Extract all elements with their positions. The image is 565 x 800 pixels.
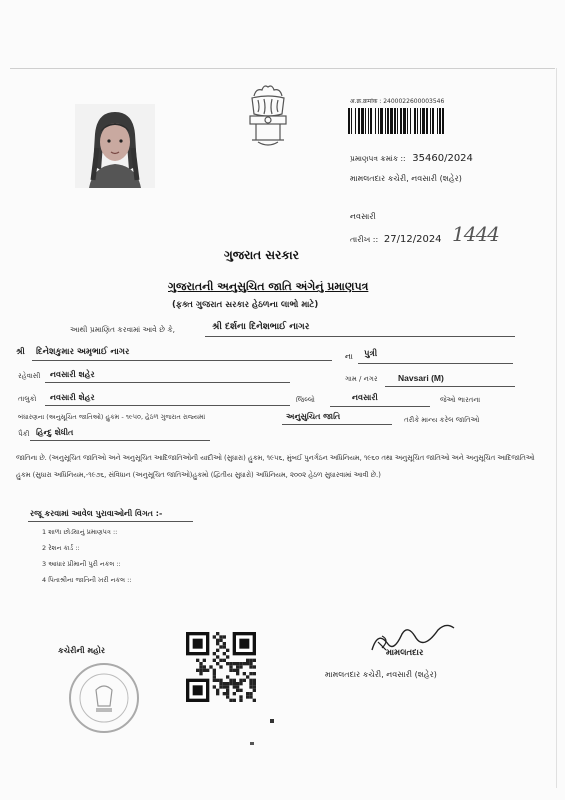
applicant-photo <box>75 104 155 188</box>
residence-line <box>45 382 290 383</box>
evidence-item: 3 આધાર પ્રીમાની પુરી નકલ :: <box>42 560 121 568</box>
signatory-title: મામલતદાર <box>386 648 424 658</box>
government-title: ગુજરાત સરકાર <box>224 248 299 262</box>
legal-paragraph: જાતિના છે. (અનુસૂચિત જાતિઓ અને અનુસૂચિત આદિજાતિઓની યાદીઓ (સુધારા) હુકમ, ૧૯૫૬, મુંબઈ પુનર્ગઠન અધિનિયમ, ૧૯૬૦ તથા અનુસૂચિત જાતિઓ અને અનુસૂચિત આદિજાતિઓ હુકમ (સુધારા અધિનિયમ,-૧૯૭૬, સંવિધાન (અનુસૂચિત જાતિઓ)હુકમો (દ્વિતીય સુધારો) અધિનિયમ, ૨૦૦૨ હેઠળ સુધારવામાં આવી છે.) <box>16 454 535 479</box>
relation: પુત્રી <box>364 349 378 359</box>
father-name-line <box>32 360 332 361</box>
issuing-office: મામલતદાર કચેરી, નવસારી (શહેર) <box>350 174 462 183</box>
page-edge-top <box>10 68 555 69</box>
evidence-item: 4 પિતાશ્રીના જાતિની ખરી નકલ :: <box>42 576 132 584</box>
speck <box>270 719 274 723</box>
evidence-heading-underline <box>28 521 193 522</box>
evidence-heading: રજૂ કરવામાં આવેલ પુરાવાઓની વિગત :- <box>30 509 163 518</box>
ref-number-value: 2400022600003546 <box>383 98 445 105</box>
issue-date-value: 27/12/2024 <box>383 234 442 245</box>
caste-category-line <box>282 424 392 425</box>
evidence-item: 1 શાળા છોડ્યાનું પ્રમાણપત્ર :: <box>42 528 118 536</box>
caste-label: પૈકી <box>18 430 30 438</box>
certificate-number-value: 35460/2024 <box>412 153 473 164</box>
office-seal-label: કચેરીની મહોર <box>58 646 105 655</box>
barcode <box>348 108 500 134</box>
na-label: ના <box>345 352 353 361</box>
qr-code <box>186 632 258 702</box>
taluka-value: નવસારી શેહર <box>50 393 95 402</box>
ref-number-label: अ.क्र.क्रमांक : <box>350 98 382 105</box>
issue-date <box>350 234 442 245</box>
village-value: Navsari (M) <box>398 373 444 383</box>
state-label: જેઓ ભારતના <box>440 396 481 404</box>
certificate-subtitle: (ફક્ત ગુજરાત સરકાર હેઠળના લાભો માટે) <box>172 300 319 310</box>
village-line <box>385 386 515 387</box>
certificate-title: ગુજરાતની અનુસુચિત જાતિ અંગેનું પ્રમાણપત્ર <box>168 280 369 293</box>
recognized-label: તરીકે માન્ય કરેલ જાતિઓ <box>404 416 480 424</box>
father-name: દિનેશકુમાર અમૃભાઈ નાગર <box>36 347 130 357</box>
residence-value: નવસારી શહેર <box>50 370 95 379</box>
village-label: ગામ / નગર <box>345 375 378 383</box>
issue-place: નવસારી <box>350 212 376 221</box>
applicant-name-line <box>205 336 515 337</box>
taluka-label: તાલુકો <box>18 395 37 403</box>
barcode-bar <box>444 108 445 134</box>
ref-number <box>350 97 444 105</box>
caste-value: હિન્દુ શેધીત <box>36 428 74 437</box>
speck <box>250 742 254 745</box>
shri-label: શ્રી <box>16 347 25 356</box>
certificate-number <box>350 153 473 164</box>
evidence-item: 2 રેશન કાર્ડ :: <box>42 544 80 552</box>
caste-line <box>30 440 210 441</box>
applicant-name: શ્રી દર્શના દિનેશભાઈ નાગર <box>212 322 310 332</box>
signatory-office: મામલતદાર કચેરી, નવસારી (શહેર) <box>325 670 437 679</box>
relation-line <box>358 363 513 364</box>
caste-category: અનુસુચિત જાતિ <box>286 412 341 421</box>
district-label: જિલ્લો <box>296 396 315 404</box>
office-seal-stamp <box>66 660 142 736</box>
district-line <box>330 406 430 407</box>
taluka-line <box>45 405 290 406</box>
residence-label: રહેવાસી <box>18 372 41 380</box>
handwritten-note: 1444 <box>452 222 499 246</box>
page-edge-right <box>556 68 557 788</box>
certify-prefix: આથી પ્રમાણિત કરવામાં આવે છે કે, <box>70 325 176 334</box>
order-text: બંધારણના (અનુસૂચિત જાતિઓ) હુકમ - ૧૯૫૦, હેઠળ ગુજરાત રાજ્યમાં <box>18 413 206 421</box>
national-emblem-icon <box>236 84 300 154</box>
district-value: નવસારી <box>352 393 378 402</box>
issue-date-label: તારીખ :: <box>350 235 379 244</box>
certificate-number-label: પ્રમાણપત્ર ક્રમાંક :: <box>350 154 406 163</box>
